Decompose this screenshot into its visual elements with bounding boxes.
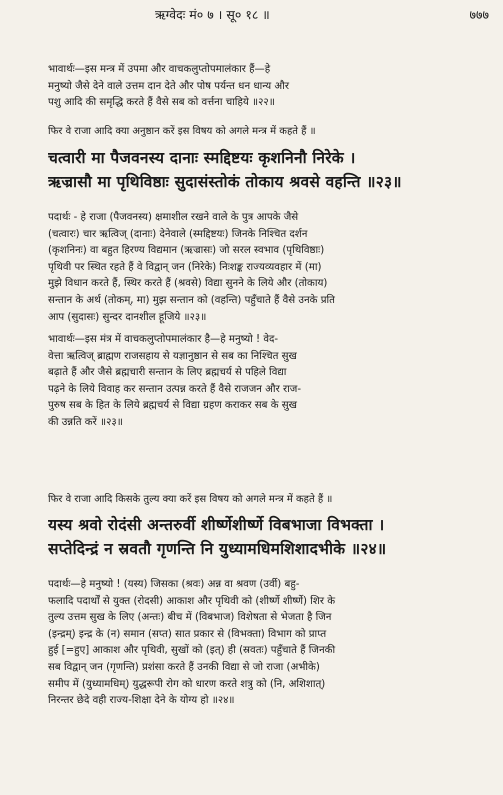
bhavarth-23-line: बढ़ाते हैं और जैसे ब्रह्मचारी सन्तान के लिए ब्रह्मचर्य से पहिले विद्या [48, 367, 287, 379]
bhavarth-23-line: पुरुष सब के हित के लिये ब्रह्मचर्य से विद्या ग्रहण कराकर सब के सुख [48, 400, 298, 412]
bhavarth-1-line: मनुष्यो जैसे देने वाले उत्तम दान देते और पोष पर्यन्त धन धान्य और [48, 80, 289, 92]
padarth-24-line: (इन्द्रम्) इन्द्र के (न) समान (सप्त) सात प्रकार से (विभक्ता) विभाग को प्राप्त [48, 628, 327, 640]
padarth-24-line: तुल्य उत्तम सुख के लिए (अन्तः) बीच में (विबभाज) विशेषता से भेजता है जिन [48, 612, 332, 624]
padarth-23-block [48, 210, 473, 326]
bhavarth-1-block [48, 62, 473, 112]
padarth-23-line: मुझे विधान करते हैं, स्थिर करते हैं (श्रवसे) विद्या सुनने के लिये और (तोकाय) [48, 278, 328, 290]
padarth-23-line: पदार्थः - हे राजा (पैजवनस्य) क्षमाशील रखने वाले के पुत्र आपके जैसे [48, 212, 299, 223]
padarth-23-line: (चत्वारः) चार ऋत्विज् (दानाः) देनेवाले (स्मद्दिष्टयः) जिनके निश्चित दर्शन [48, 228, 308, 240]
padarth-24-line: समीप में (युध्यामधिम्) युद्धरूपी रोग को धारण करते शत्रु को (नि, अशिशात्) [48, 678, 326, 690]
bhavarth-1-line: भावार्थः—इस मन्त्र में उपमा और वाचकलुप्तोपमालंकार हैं—हे [48, 64, 271, 75]
padarth-24-line: हुई [=हुए] आकाश और पृथिवी, सुखों को (इत्) ही (स्रवतः) पहुँचाते हैं जिनकी [48, 645, 336, 657]
padarth-24-block [48, 577, 473, 710]
padarth-24-line: सब विद्वान् जन (गृणन्ति) प्रशंसा करते हैं उनकी विद्या से जो राजा (अभीके) [48, 661, 320, 673]
bhavarth-23-line: भावार्थः—इस मंत्र में वाचकलुप्तोपमालंकार है—हे मनुष्यो ! वेद- [48, 334, 279, 345]
bhavarth-23-line: पढ़ने के लिये विवाह कर सन्तान उत्पन्न करते हैं वैसे राजजन और राज- [48, 383, 302, 395]
intro-1-line: फिर वे राजा आदि क्या अनुष्ठान करें इस विषय को अगले मन्त्र में कहते हैं ॥ [48, 126, 316, 137]
intro-2-line: फिर वे राजा आदि किसके तुल्य क्या करें इस विषय को अगले मन्त्र में कहते हैं ॥ [48, 494, 333, 505]
mantra-24-block [48, 513, 473, 561]
running-title: ऋग्वेदः मं० ७ । सू० १८ ॥ [155, 7, 270, 22]
bhavarth-1-line: पशु आदि की समृद्धि करते हैं वैसे सब को वर्त्तना चाहिये ॥२२॥ [48, 97, 275, 109]
intro-2-block [48, 492, 473, 508]
padarth-23-line: आप (सुदासः) सुन्दर दानशील हूजिये ॥२३॥ [48, 311, 207, 323]
bhavarth-23-line: वेत्ता ऋत्विज् ब्राह्मण राजसहाय से यज्ञानुष्ठान से सब का निश्चित सुख [48, 350, 297, 362]
page-number: ७७७ [469, 7, 489, 22]
padarth-23-line: पृथिवी पर स्थित रहते हैं वे विद्वान् जन (निरेके) निःशङ्क राज्यव्यवहार में (मा) [48, 261, 322, 273]
padarth-24-line: फलादि पदार्थों से युक्त (रोदसी) आकाश और पृथिवी को (शीर्ष्णे शीर्ष्णे) शिर के [48, 595, 336, 607]
page-header [0, 4, 503, 26]
padarth-23-line: (कृशनिनः) वा बहुत हिरण्य विद्यमान (ऋज्रासः) जो सरल स्वभाव (पृथिविष्ठाः) [48, 245, 325, 257]
bhavarth-23-block [48, 332, 473, 432]
padarth-24-line: निरन्तर छेदे वही राज्य-शिक्षा देने के योग्य हो ॥२४॥ [48, 695, 235, 707]
intro-1-block [48, 124, 473, 140]
bhavarth-23-line: की उन्नति करें ॥२३॥ [48, 416, 123, 428]
mantra-23-line: चत्वारी मा पैजवनस्य दानाः स्मद्दिष्टयः कृशनिनौ निरेके । [48, 149, 356, 167]
mantra-23-block [48, 146, 473, 194]
mantra-24-line: सप्तेदिन्द्रं न स्रवतौ गृणन्ति नि युध्यामधिमशिशादभीके ॥२४॥ [48, 540, 387, 558]
padarth-23-line: सन्तान के अर्थ (तोकम्, मा) मुझ सन्तान को (वहन्ति) पहुँचाते हैं वैसे उनके प्रति [48, 294, 335, 306]
padarth-24-line: पदार्थः—हे मनुष्यो ! (यस्य) जिसका (श्रवः) अन्न वा श्रवण (उर्वी) बहु- [48, 579, 300, 590]
mantra-24-line: यस्य श्रवो रोदंसी अन्तरुर्वी शीर्ष्णेशीर्ष्णे विबभाजा विभक्ता । [48, 516, 385, 534]
mantra-23-line: ऋज्रासौ मा पृथिविष्ठाः सुदासंस्तोकं तोकाय श्रवसे वहन्ति ॥२३॥ [48, 173, 402, 191]
